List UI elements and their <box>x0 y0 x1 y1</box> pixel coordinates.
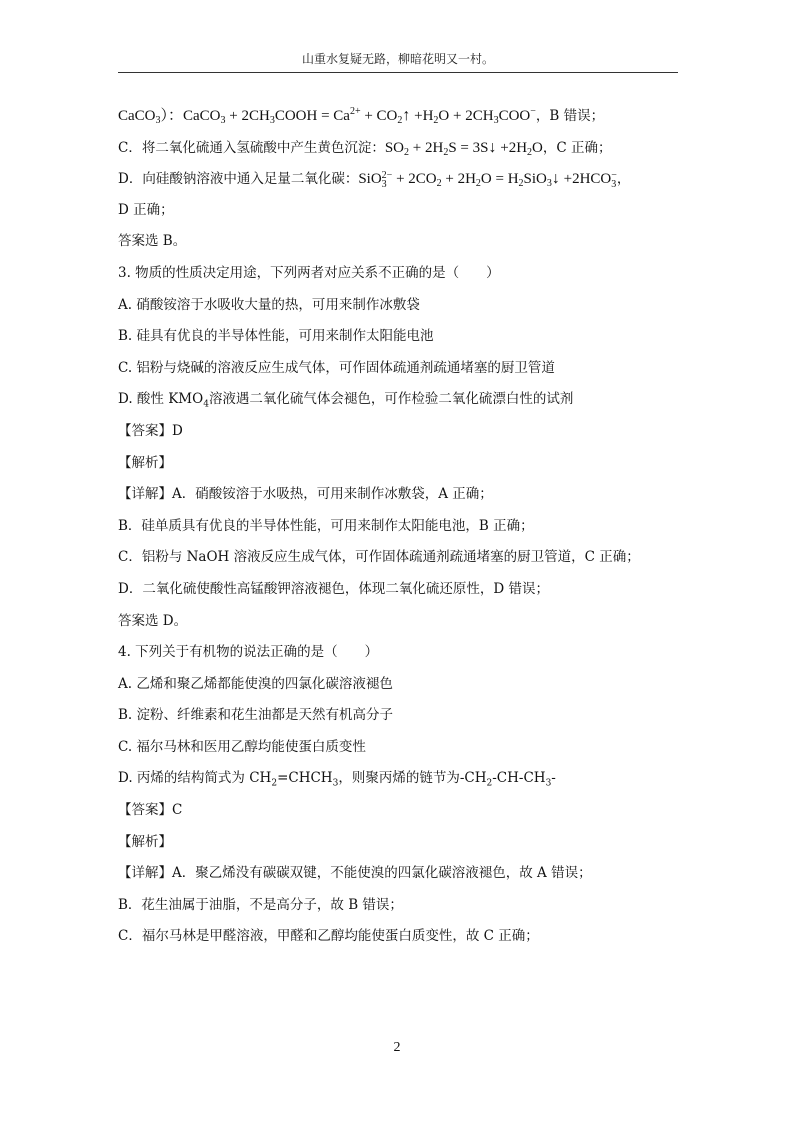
formula <box>358 170 617 191</box>
explanation-line: C．铝粉与 NaOH 溶液反应生成气体，可作固体疏通剂疏通堵塞的厨卫管道，C 正确； <box>118 549 640 566</box>
text: SiO <box>358 171 382 188</box>
line-3 <box>118 163 678 195</box>
subscript: 3 <box>155 115 161 126</box>
question-3-option-d <box>118 384 678 416</box>
text: O + 2CH <box>438 108 494 124</box>
explanation-line: C．福尔马林是甲醛溶液，甲醛和乙醇均能使蛋白质变性，故 C 正确； <box>118 928 539 945</box>
text: SiO <box>523 171 547 188</box>
explanation-line: 【详解】A．硝酸铵溶于水吸热，可用来制作冰敷袋，A 正确； <box>118 486 493 503</box>
subscript: 2 <box>475 178 481 190</box>
gas-arrow: ↑ <box>402 107 411 124</box>
subscript: 4 <box>203 400 209 411</box>
text: COO <box>498 108 531 124</box>
answer-label: 【答案】C <box>118 802 183 819</box>
subscript: 3 <box>381 179 387 191</box>
explanation-line: 【详解】A．聚乙烯没有碳碳双键，不能使溴的四氯化碳溶液褪色，故 A 错误； <box>118 865 592 882</box>
analysis-label: 【解析】 <box>118 454 172 471</box>
subscript: 2 <box>518 178 524 190</box>
superscript: 2− <box>381 170 393 182</box>
text: D. 丙烯的结构简式为 CH <box>118 770 272 787</box>
superscript: 2+ <box>349 106 361 117</box>
text: + CO <box>360 108 398 124</box>
text: + 2CO <box>392 171 437 188</box>
text: ，C 正确； <box>542 139 612 156</box>
text: SO <box>384 139 405 156</box>
text: O <box>532 139 543 156</box>
subscript: 2 <box>486 779 493 790</box>
question-4-option-d <box>118 763 678 795</box>
page-number: 2 <box>393 1040 401 1055</box>
question-4-option-b: B. 淀粉、纤维素和花生油都是天然有机高分子 <box>118 707 394 724</box>
text: -CH-CH <box>492 770 546 787</box>
formula <box>385 140 543 156</box>
text: +2HCO <box>559 171 612 188</box>
text: +2H <box>496 139 528 156</box>
question-3-stem: 3. 物质的性质决定用途，下列两者对应关系不正确的是（ ） <box>118 264 500 281</box>
subscript: 2 <box>527 146 533 158</box>
text: C．将二氧化硫通入氢硫酸中产生黄色沉淀： <box>118 139 385 156</box>
subscript: 2 <box>404 146 410 158</box>
question-3-option-b: B. 硅具有优良的半导体性能，可用来制作太阳能电池 <box>118 328 434 345</box>
precipitate-arrow: ↓ <box>488 138 497 156</box>
text: S = 3S <box>448 139 489 156</box>
text: + 2H <box>441 171 476 188</box>
explanation-line: B．硅单质具有优良的半导体性能，可用来制作太阳能电池，B 正确； <box>118 517 534 534</box>
question-3-option-a: A. 硝酸铵溶于水吸收大量的热，可用来制作冰敷袋 <box>118 296 420 313</box>
subscript: 3 <box>269 115 275 126</box>
subscript: 2 <box>433 115 439 126</box>
text: + 2H <box>409 139 444 156</box>
ion-charge <box>382 171 393 189</box>
line-2 <box>118 132 678 164</box>
explanation-line: D．二氧化硫使酸性高锰酸钾溶液褪色，体现二氧化硫还原性，D 错误； <box>118 580 549 597</box>
text: ，B 错误； <box>535 108 605 124</box>
line-4: D 正确； <box>118 201 174 218</box>
subscript: 3 <box>220 115 226 126</box>
text: ，则聚丙烯的链节为-CH <box>338 770 487 787</box>
subscript: 3 <box>332 779 339 790</box>
answer-label: 【答案】D <box>118 422 183 439</box>
subscript: 3 <box>545 779 552 790</box>
text: CaCO <box>183 108 221 124</box>
question-4-option-c: C. 福尔马林和医用乙醇均能使蛋白质变性 <box>118 738 366 755</box>
text: D．向硅酸钠溶液中通入足量二氧化碳： <box>118 171 359 188</box>
answer-choice: 答案选 D。 <box>118 612 188 629</box>
text: CaCO <box>118 108 156 124</box>
text: D. 酸性 KMO <box>118 391 204 408</box>
question-4-stem: 4. 下列关于有机物的说法正确的是（ ） <box>118 644 379 661</box>
text: COOH = Ca <box>274 108 350 124</box>
subscript: 3 <box>493 115 499 126</box>
text: O = H <box>480 171 519 188</box>
header-divider <box>118 72 678 73</box>
subscript: 2 <box>436 178 442 190</box>
text: 溶液遇二氧化硫气体会褪色，可作检验二氧化硫漂白性的试剂 <box>208 391 574 408</box>
text: ， <box>616 171 631 188</box>
subscript: 3 <box>546 178 552 190</box>
line-5: 答案选 B。 <box>118 233 187 250</box>
line-1 <box>118 100 678 132</box>
subscript: 2 <box>397 115 403 126</box>
document-body <box>118 100 678 953</box>
page-header: 山重水复疑无路，柳暗花明又一村。 <box>301 52 494 66</box>
question-3-option-c: C. 铝粉与烧碱的溶液反应生成气体，可作固体疏通剂疏通堵塞的厨卫管道 <box>118 359 555 376</box>
analysis-label: 【解析】 <box>118 833 172 850</box>
subscript: 2 <box>443 146 449 158</box>
precipitate-arrow: ↓ <box>551 170 560 188</box>
text: ）： <box>160 108 184 124</box>
superscript: − <box>530 106 536 117</box>
question-4-option-a: A. 乙烯和聚乙烯都能使溴的四氯化碳溶液褪色 <box>118 675 393 692</box>
subscript: 3 <box>611 179 617 191</box>
text: - <box>551 770 556 787</box>
text: + 2CH <box>225 108 270 124</box>
superscript: − <box>611 170 617 182</box>
subscript: 2 <box>271 779 278 790</box>
explanation-line: B．花生油属于油脂，不是高分子，故 B 错误； <box>118 896 403 913</box>
text: =CHCH <box>277 770 333 787</box>
text: +H <box>410 108 434 124</box>
